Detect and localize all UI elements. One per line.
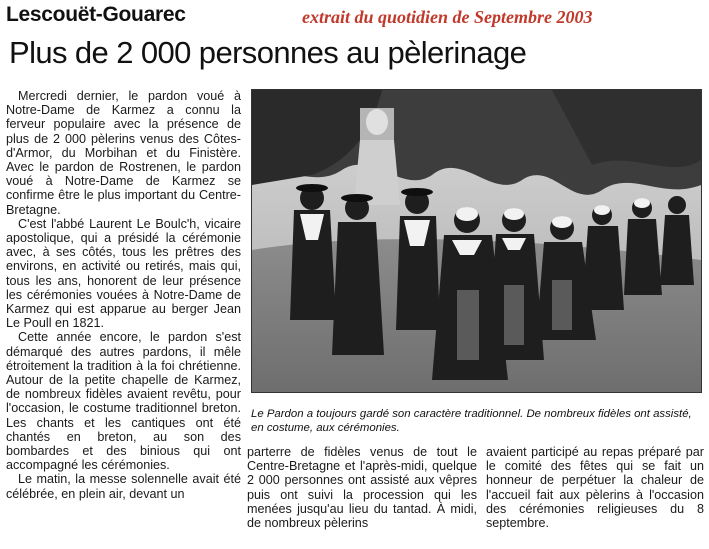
article-column-2: [247, 445, 477, 530]
photo-caption: Le Pardon a toujours gardé son caractère traditionnel. De nombreux fidèles ont assisté, en costume, aux cérémonies.: [251, 408, 692, 434]
paragraph: Mercredi dernier, le pardon voué à Notre-Dame de Karmez a connu la ferveur populaire avec la présence de plus de 2 000 pèlerins venus des Côtes-d'Armor, du Morbihan et du Finistère. Avec le pardon de Rostrenen, le pardon voué à Notre-Dame de Karmez se confirme être le plus important du Centre-Bretagne.: [6, 89, 241, 217]
article-headline: Plus de 2 000 personnes au pèlerinage: [9, 35, 527, 70]
article-column-1: [6, 89, 241, 501]
paragraph: C'est l'abbé Laurent Le Boulc'h, vicaire apostolique, qui a présidé la cérémonie avec, à ses côtés, tous les prêtres des environs, en activité ou retirés, mais qui, tous les ans, honorent de leur présence les cérémonies vouées à Notre-Dame de Karmez qui est apparue au berger Jean Le Poull en 1821.: [6, 216, 241, 331]
article-column-3: [486, 445, 704, 530]
town-title: Lescouët-Gouarec: [6, 3, 186, 26]
paragraph: Cette année encore, le pardon s'est démarqué des autres pardons, il mêle étroitement la tradition à la foi chrétienne. Autour de la petite chapelle de Karmez, de nombreux fidèles avaient revêtu, pour l'occasion, le costume traditionnel breton. Les chants et les cantiques ont été chantés en breton, au son des bombardes et des binious qui ont accompagné les cérémonies.: [6, 330, 241, 473]
paragraph: parterre de fidèles venus de tout le Centre-Bretagne et l'après-midi, quelque 2 000 personnes ont assisté aux vêpres puis ont suivi la procession qui les menées jusqu'au lieu du tantad. À midi, de nombreux pèlerins: [247, 445, 477, 531]
procession-photo: [251, 89, 702, 393]
paragraph: avaient participé au repas préparé par le comité des fêtes qui se fait un honneur de perpétuer la chaleur de l'accueil fait aux pèlerins à l'occasion des cérémonies religieuses du 8 septembre.: [486, 445, 704, 531]
source-note: extrait du quotidien de Septembre 2003: [302, 7, 593, 27]
paragraph: Le matin, la messe solennelle avait été célébrée, en plein air, devant un: [6, 472, 241, 501]
